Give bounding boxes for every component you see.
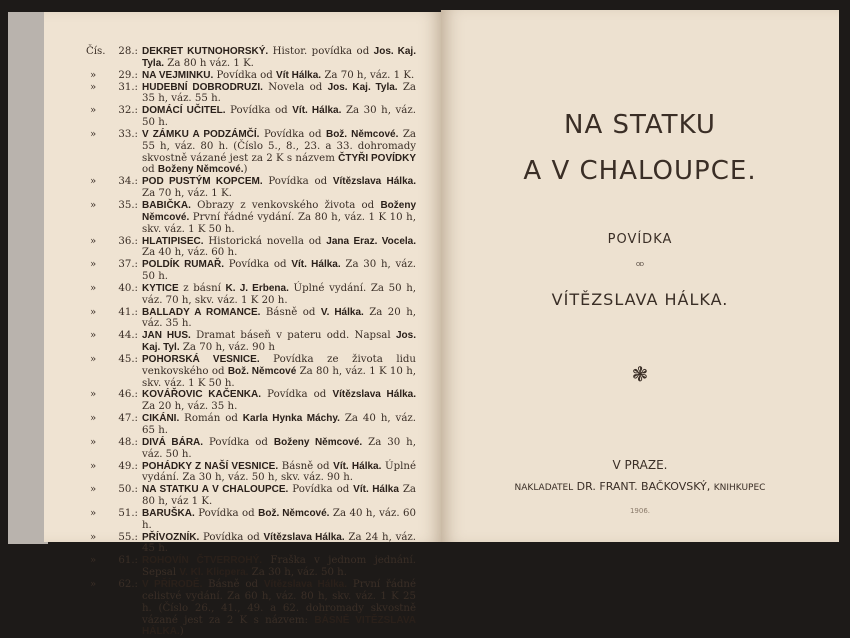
entry-text (142, 200, 416, 236)
by-label: OD (636, 262, 644, 268)
entry-text (142, 330, 416, 354)
entry-plain-text: Povídka ze života lidu venkovského od (142, 353, 416, 377)
entry-text (142, 82, 416, 106)
entry-plain-text: Za 20 h, váz. 35 h. (142, 401, 238, 413)
entry-prefix: » (90, 578, 97, 590)
entry-prefix: » (90, 389, 97, 401)
entry-bold-text: JAN HUS. (142, 330, 191, 342)
entry-prefix: » (90, 282, 97, 294)
entry-plain-text: Povídka od (262, 176, 333, 188)
entry-bold-text: K. J. Erbena. (225, 282, 289, 294)
entry-text (142, 70, 416, 82)
entry-plain-text: Básně od (202, 578, 264, 590)
entry-bold-text: Boženy Němcové. (157, 164, 244, 176)
entry-bold-text: POD PUSTÝM KOPCEM. (142, 176, 263, 188)
entry-plain-text: Za 40 h, váz. 60 h. (142, 507, 416, 531)
entry-plain-text: Úplné vydání. Za 50 h, váz. 70 h, skv. váz. 1 K 20 h. (142, 282, 416, 306)
entry-prefix: » (90, 128, 97, 140)
entry-plain-text: Za 20 h, váz. 35 h. (142, 306, 416, 330)
list-item (86, 70, 416, 82)
entry-bold-text: Bož. Němcové. (258, 507, 330, 519)
right-page-title (441, 10, 839, 542)
entry-number: 55.: (118, 531, 138, 543)
entry-bold-text: Vít. Hálka. (333, 460, 382, 472)
entry-text (142, 461, 416, 485)
entry-plain-text: Za 70 h, váz. 90 h (179, 342, 275, 354)
entry-text (142, 555, 416, 579)
entry-plain-text: Povídka od (213, 69, 277, 81)
entry-plain-text: Povídka od (194, 507, 259, 519)
list-item (86, 46, 416, 70)
entry-bold-text: PŘÍVOZNÍK. (142, 531, 200, 543)
title-line-2: A V CHALOUPCE. (523, 156, 757, 186)
list-item (86, 129, 416, 176)
entry-plain-text: Obrazy z venkovského života od (190, 199, 381, 211)
entry-text (142, 354, 416, 390)
entry-bold-text: HLATIPISEC. (142, 235, 204, 247)
entry-plain-text: Za 70 h, váz. 1 K. (142, 188, 232, 200)
entry-bold-text: DIVÁ BÁRA. (142, 436, 204, 448)
entry-bold-text: Karla Hynka Máchy. (242, 413, 340, 425)
entry-prefix: » (90, 235, 97, 247)
entry-bold-text: BALLADY A ROMANCE. (142, 306, 261, 318)
list-item (86, 82, 416, 106)
entry-prefix: » (90, 460, 97, 472)
entry-text (142, 579, 416, 638)
entry-prefix: » (90, 531, 97, 543)
entry-bold-text: Vít. Hálka. (292, 105, 342, 117)
entry-bold-text: Vít. Hálka (353, 484, 399, 496)
entry-plain-text: Povídka od (199, 531, 264, 543)
entry-prefix: » (90, 105, 97, 117)
entry-plain-text: Román od (179, 413, 243, 425)
entry-text (142, 176, 416, 200)
entry-bold-text: POLDÍK RUMAŘ. (142, 259, 225, 271)
entry-bold-text: HUDEBNÍ DOBRODRUZI. (142, 81, 263, 93)
entry-bold-text: Jos. Kaj. Tyla. (142, 46, 416, 69)
entry-plain-text: ) (179, 626, 184, 638)
entry-bold-text: Jos. Kaj. Tyla. (327, 81, 398, 93)
entry-bold-text: V ZÁMKU A PODZÁMČÍ. (142, 128, 260, 140)
entry-number: 61.: (118, 555, 138, 567)
entry-number: 49.: (118, 460, 138, 472)
entry-bold-text: BABIČKA. (142, 199, 191, 211)
entry-number: 40.: (118, 282, 138, 294)
list-item (86, 389, 416, 413)
list-item (86, 200, 416, 236)
entry-number: 46.: (118, 389, 138, 401)
entry-number: 32.: (118, 105, 138, 117)
entry-plain-text: Za 24 h, váz. 45 h. (142, 531, 416, 555)
entry-plain-text: Povídka od (261, 389, 333, 401)
entry-bold-text: ČTYŘI POVÍDKY (338, 152, 417, 164)
entry-plain-text: První řádné vydání. Za 80 h, váz. 1 K 10 h, skv. váz. 1 K 50 h. (142, 211, 416, 235)
entry-bold-text: Jos. Kaj. Tyl. (142, 330, 416, 354)
entry-prefix: » (90, 69, 97, 81)
entry-number: 37.: (118, 259, 138, 271)
entry-plain-text: Novela od (262, 81, 328, 93)
entry-prefix: » (90, 306, 97, 318)
entry-text (142, 437, 416, 461)
entry-prefix: » (90, 413, 97, 425)
entry-plain-text: Za 30 h, váz. 50 h. (142, 105, 416, 129)
list-item (86, 555, 416, 579)
entry-bold-text: CIKÁNI. (142, 413, 180, 425)
entry-prefix: » (90, 259, 97, 271)
entry-prefix: » (90, 507, 97, 519)
entry-text (142, 259, 416, 283)
entry-number: 36.: (118, 235, 138, 247)
entry-bold-text: NA VEJMINKU. (142, 69, 214, 81)
left-page (44, 12, 442, 638)
entry-number: 62.: (118, 578, 138, 590)
list-item (86, 259, 416, 283)
list-item (86, 307, 416, 331)
entry-bold-text: Vítězslava Hálka. (332, 176, 416, 188)
entry-bold-text: V. Hálka. (320, 306, 364, 318)
entry-number: 50.: (118, 484, 138, 496)
list-item (86, 508, 416, 532)
entry-text (142, 532, 416, 556)
list-item (86, 437, 416, 461)
entry-bold-text: POHORSKÁ VESNICE. (142, 353, 260, 365)
entry-prefix: Čís. (86, 46, 106, 57)
entry-plain-text: Básně od (278, 460, 334, 472)
list-item (86, 236, 416, 260)
entry-plain-text: Úplné vydání. Za 30 h, váz. 50 h, skv. váz. 90 h. (142, 460, 417, 484)
entry-plain-text: Povídka od (259, 128, 326, 140)
entry-bold-text: ROHOVÍN ČTVERROHÝ. (142, 555, 263, 567)
entry-prefix: » (90, 484, 97, 496)
entry-text (142, 307, 416, 331)
list-item (86, 283, 416, 307)
entry-bold-text: POHÁDKY Z NAŠÍ VESNICE. (142, 460, 279, 472)
entry-bold-text: DEKRET KUTNOHORSKÝ. (142, 46, 269, 57)
entry-plain-text: Za 30 h, váz. 50 h. (248, 567, 347, 579)
entry-number: 41.: (118, 306, 138, 318)
entry-plain-text: Povídka od (288, 484, 354, 496)
entry-bold-text: BARUŠKA. (142, 507, 195, 519)
genre: POVÍDKA (607, 232, 673, 247)
list-item (86, 484, 416, 508)
entry-plain-text: Povídka od (203, 436, 274, 448)
entry-text (142, 283, 416, 307)
entry-bold-text: BÁSNĚ VITĚZSLAVA HÁLKA. (142, 614, 416, 638)
entry-bold-text: V. Kl. Klicpera. (179, 567, 249, 579)
entry-plain-text: Za 80 h, váz 1 K. (142, 484, 416, 508)
entry-bold-text: Vít. Hálka. (291, 259, 341, 271)
entry-plain-text: Za 55 h, váz. 80 h. (Číslo 5., 8., 23. a 33. dohromady skvostně vázané jest za 2 K s názvem (142, 128, 417, 164)
book-spine-cloth (8, 12, 48, 544)
entry-plain-text: Za 80 h váz. 1 K. (164, 57, 254, 69)
entry-bold-text: KOVÁŘOVIC KAČENKA. (142, 389, 262, 401)
publisher-suffix: KNIHKUPEC (713, 483, 766, 493)
entry-text (142, 389, 416, 413)
entry-prefix: » (90, 353, 97, 365)
entry-number: 33.: (118, 128, 138, 140)
entry-text (142, 484, 416, 508)
entry-bold-text: Vítězslava Hálka. (263, 531, 345, 543)
list-item (86, 461, 416, 485)
entry-number: 47.: (118, 413, 138, 425)
city: V PRAZE. (612, 458, 668, 472)
entry-text (142, 46, 416, 70)
entry-plain-text: První řádné celistvé vydání. Za 60 h, váz. 80 h, skv. váz. 1 K 25 h. (Číslo 26., 41., 49. a 62. dohromady skvostně vázané jest za 2 K s názvem: (142, 578, 417, 626)
entry-number: 48.: (118, 436, 138, 448)
entry-prefix: » (90, 436, 97, 448)
entry-bold-text: Bož. Němcové. (325, 128, 399, 140)
year: 1906. (629, 507, 651, 515)
entry-plain-text: Fraška v jednom jednání. Sepsal (142, 555, 416, 579)
publisher (441, 480, 839, 493)
entry-text (142, 105, 416, 129)
entry-number: 29.: (118, 69, 138, 81)
entry-prefix: » (90, 176, 97, 188)
list-item (86, 330, 416, 354)
entry-plain-text: Histor. povídka od (268, 46, 374, 57)
entry-prefix: » (90, 330, 97, 342)
author: VÍTĚZSLAVA HÁLKA. (551, 290, 729, 309)
entry-plain-text: Básně od (260, 306, 321, 318)
entry-plain-text: Za 40 h, váz. 65 h. (142, 413, 416, 436)
entry-plain-text: od (142, 164, 158, 176)
entry-bold-text: Vítězslava Hálka. (332, 389, 416, 401)
entry-plain-text: Povídka od (224, 259, 292, 271)
entry-plain-text: Za 30 h, váz. 50 h. (142, 436, 416, 460)
list-item (86, 579, 416, 638)
entry-bold-text: Bož. Němcové (227, 365, 297, 377)
entry-plain-text: Za 30 h, váz. 50 h. (142, 259, 416, 283)
publication-list (86, 46, 416, 638)
publisher-prefix: NAKLADATEL (514, 483, 574, 493)
entry-text (142, 236, 416, 260)
entry-plain-text: Povídka od (225, 105, 293, 117)
entry-number: 51.: (118, 507, 138, 519)
list-item (86, 413, 416, 437)
publisher-name: DR. FRANT. BAČKOVSKÝ, (576, 480, 711, 493)
entry-number: 35.: (118, 199, 138, 211)
entry-number: 28.: (118, 46, 138, 57)
entry-plain-text: Za 80 h, váz. 1 K 10 h, skv. váz. 1 K 50 h. (142, 365, 416, 389)
list-item (86, 532, 416, 556)
entry-bold-text: KYTICE (142, 282, 179, 294)
entry-bold-text: Vít Hálka. (276, 69, 322, 81)
entry-text (142, 129, 416, 176)
list-item (86, 105, 416, 129)
entry-plain-text: Za 70 h, váz. 1 K. (321, 69, 415, 81)
entry-plain-text: Za 40 h, váz. 60 h. (142, 247, 238, 259)
entry-prefix: » (90, 199, 97, 211)
flower-ornament-icon: ❃ (631, 362, 649, 386)
entry-bold-text: Jana Eraz. Vocela. (326, 235, 417, 247)
entry-bold-text: Boženy Němcové. (142, 199, 416, 223)
entry-prefix: » (90, 555, 97, 567)
entry-plain-text: Historická novella od (203, 235, 327, 247)
entry-plain-text: ) (243, 164, 248, 176)
entry-bold-text: NA STATKU A V CHALOUPCE. (142, 484, 289, 496)
title-line-1: NA STATKU (564, 110, 716, 140)
entry-text (142, 508, 416, 532)
entry-bold-text: Vítězslava Hálka. (263, 578, 348, 590)
list-item (86, 176, 416, 200)
entry-plain-text: Dramat báseň v pateru odd. Napsal (190, 330, 396, 342)
entry-bold-text: DOMÁCÍ UČITEL. (142, 105, 226, 117)
entry-number: 34.: (118, 176, 138, 188)
entry-number: 45.: (118, 353, 138, 365)
entry-number: 31.: (118, 81, 138, 93)
entry-text (142, 413, 416, 437)
entry-number: 44.: (118, 330, 138, 342)
entry-bold-text: Boženy Němcové. (273, 436, 363, 448)
entry-bold-text: V PŘÍRODĚ. (142, 578, 203, 590)
entry-prefix: » (90, 81, 97, 93)
list-item (86, 354, 416, 390)
entry-plain-text: Za 35 h, váz. 55 h. (142, 81, 416, 105)
entry-plain-text: z básní (178, 282, 226, 294)
